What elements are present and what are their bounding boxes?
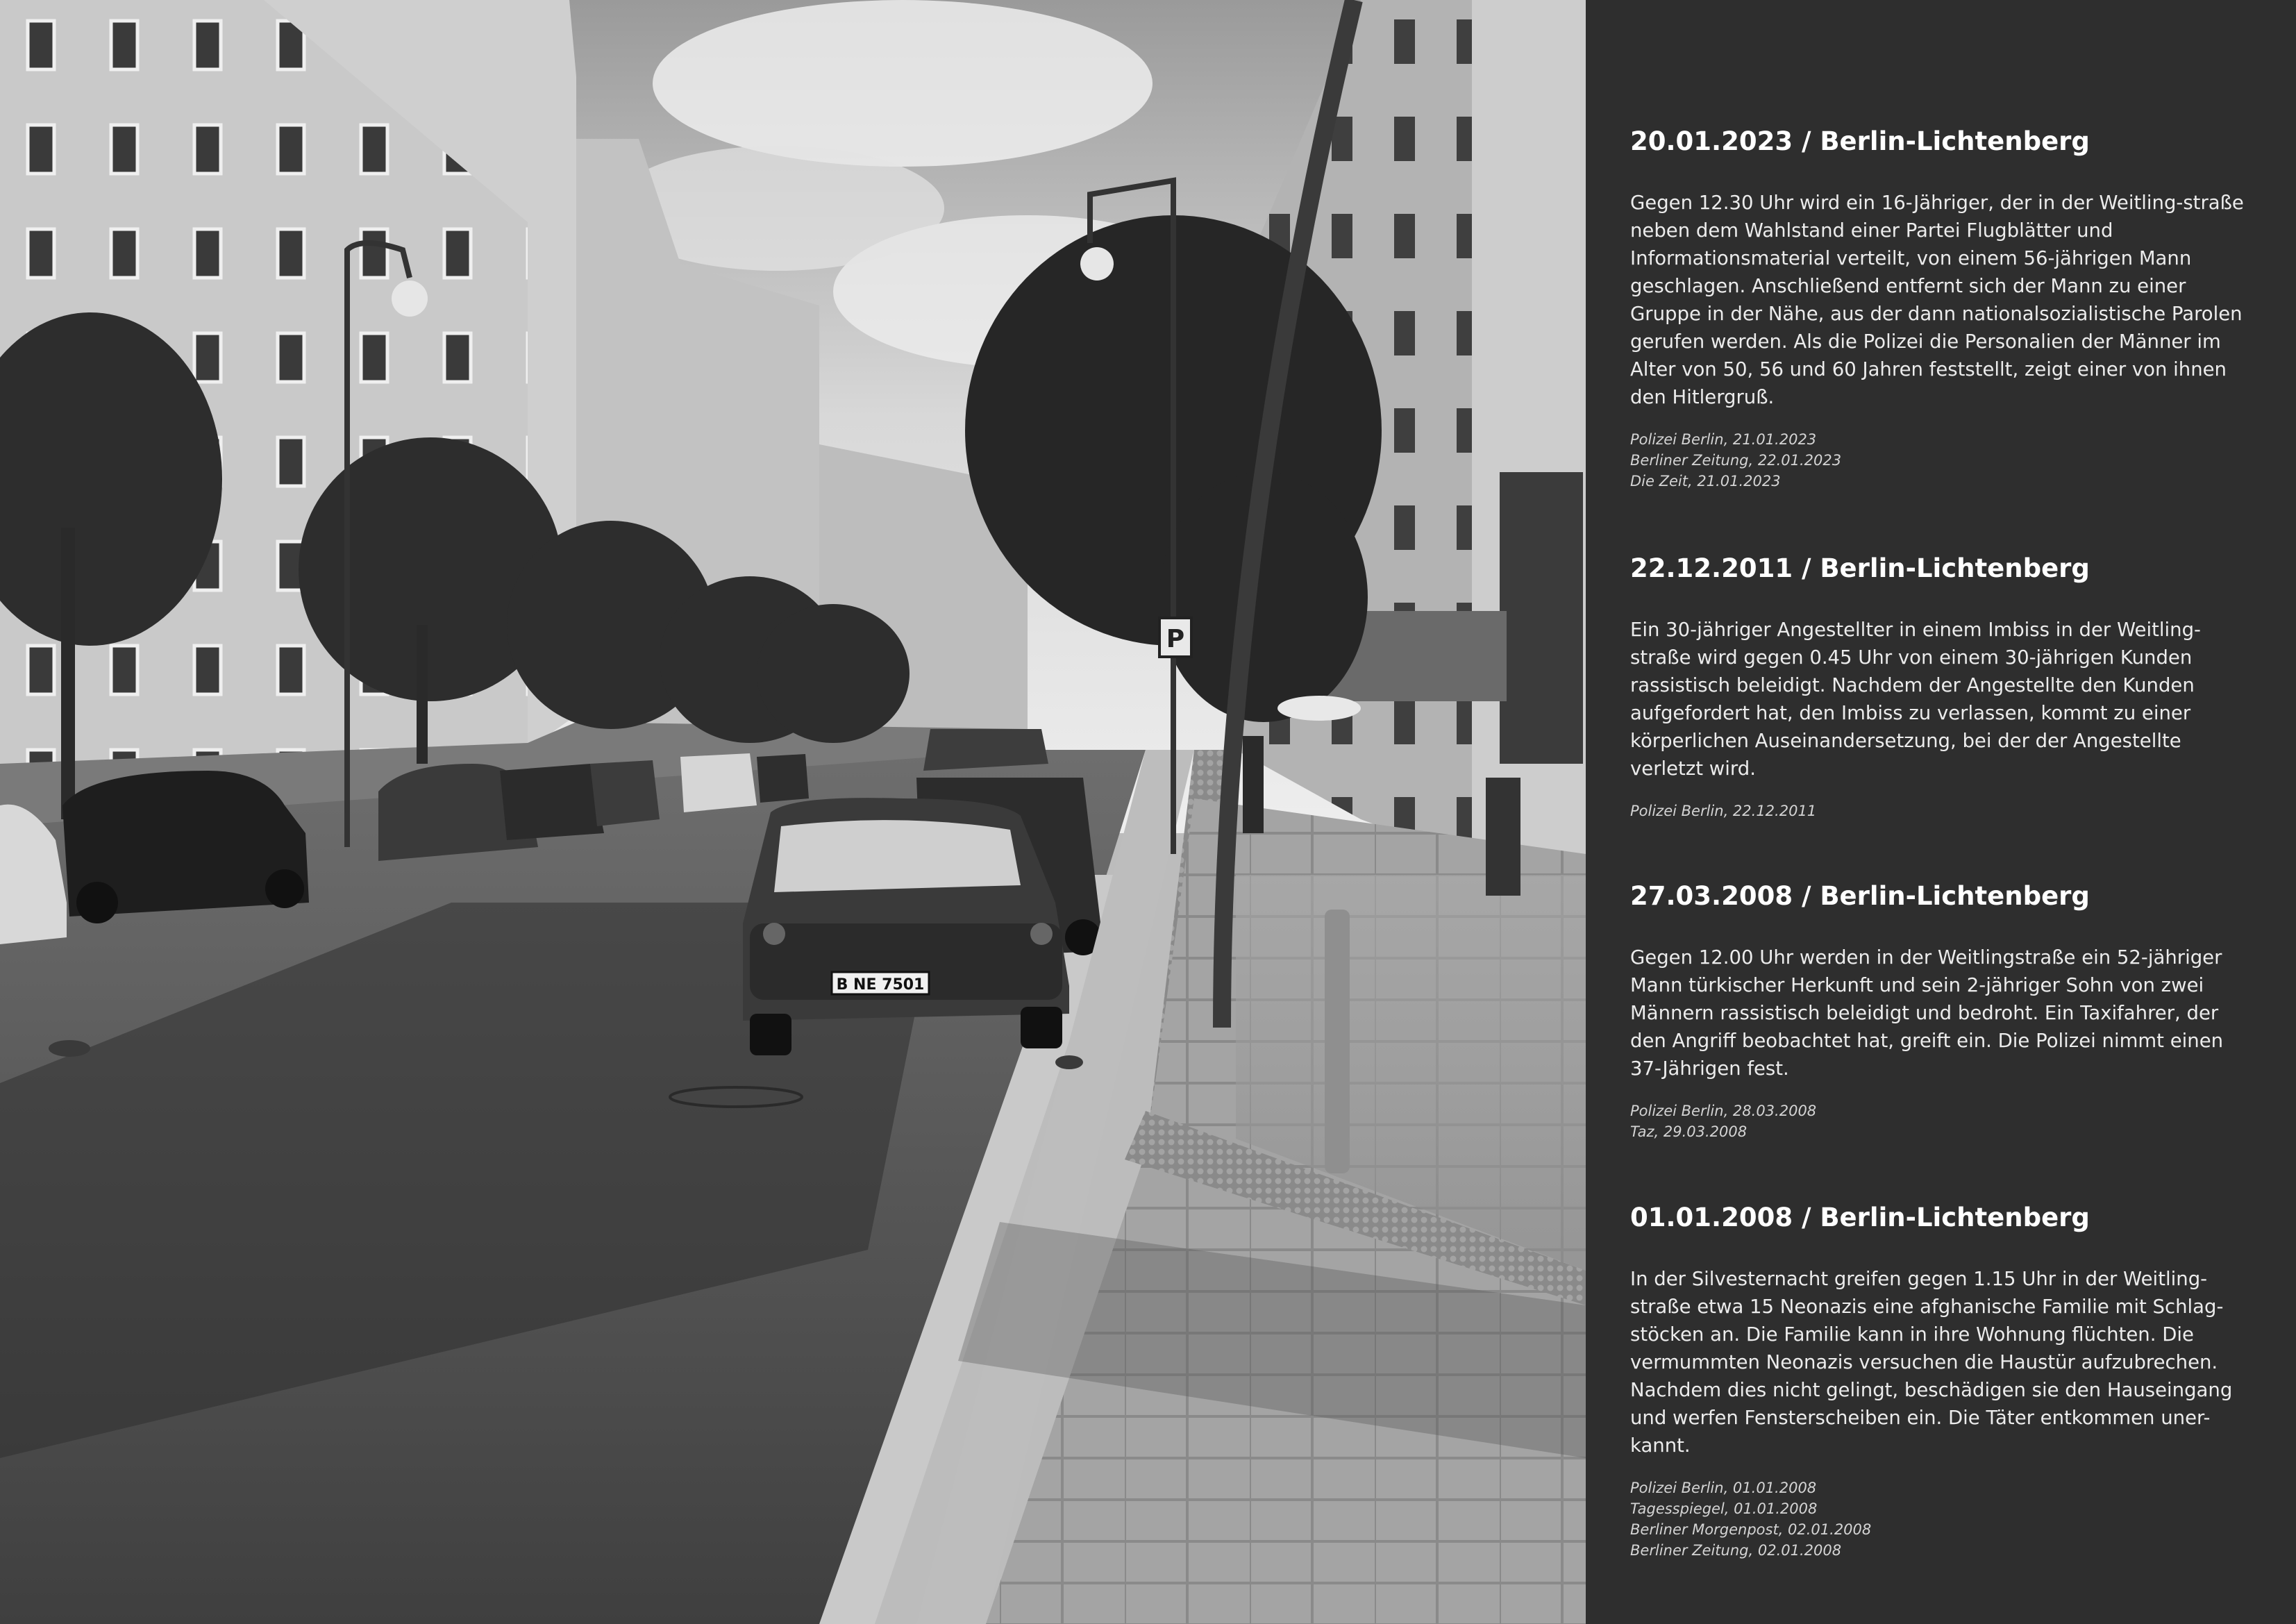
incident-heading: 22.12.2011 / Berlin-Lichtenberg bbox=[1630, 553, 2090, 583]
source-list bbox=[1630, 1100, 2255, 1142]
source-item: Berliner Morgenpost, 02.01.2008 bbox=[1630, 1521, 1872, 1538]
incident-panel bbox=[1586, 0, 2296, 1624]
incident-entry bbox=[1630, 880, 2255, 1142]
incident-heading: 27.03.2008 / Berlin-Lichtenberg bbox=[1630, 881, 2090, 911]
incident-heading: 20.01.2023 / Berlin-Lichtenberg bbox=[1630, 126, 2090, 156]
source-item: Polizei Berlin, 21.01.2023 bbox=[1630, 431, 1817, 448]
incident-text: Gegen 12.30 Uhr wird ein 16-Jähriger, der in der Weitling-straße neben dem Wahlstand einer Partei Flugblätter und Informationsmaterial verteilt, von einem 56-jährigen Mann geschlagen. Anschließend entfernt sich der Mann zu einer Gruppe in der Nähe, aus der dann nationalsozialistische Parolen gerufen werden. Als die Polizei die Personalien der Männer im Alter von 50, 56 und 60 Jahren feststellt, zeigt einer von ihnen den Hitlergruß. bbox=[1630, 192, 2244, 408]
incident-heading: 01.01.2008 / Berlin-Lichtenberg bbox=[1630, 1203, 2090, 1232]
source-item: Berliner Zeitung, 22.01.2023 bbox=[1630, 452, 1842, 469]
source-item: Berliner Zeitung, 02.01.2008 bbox=[1630, 1542, 1842, 1559]
incident-entry bbox=[1630, 1201, 2255, 1561]
incident-entry bbox=[1630, 552, 2255, 821]
source-item: Die Zeit, 21.01.2023 bbox=[1630, 473, 1781, 489]
incident-entry bbox=[1630, 125, 2255, 492]
incident-text: Gegen 12.00 Uhr werden in der Weitlingstraße ein 52-jähriger Mann türkischer Herkunft und sein 2-jähriger Sohn von zwei Männern rassistisch beleidigt und bedroht. Ein Taxifahrer, der den Angriff beobachtet hat, greift ein. Die Polizei nimmt einen 37-Jährigen fest. bbox=[1630, 946, 2224, 1080]
source-item: Polizei Berlin, 01.01.2008 bbox=[1630, 1480, 1817, 1496]
svg-text:P: P bbox=[1166, 625, 1185, 653]
source-item: Tagesspiegel, 01.01.2008 bbox=[1630, 1500, 1818, 1517]
incident-text: In der Silvesternacht greifen gegen 1.15 Uhr in der Weitling-straße etwa 15 Neonazis eine afghanische Familie mit Schlag-stöcken an. Die Familie kann in ihre Wohnung flüchten. Die vermummten Neonazis versuchen die Haustür aufzubrechen. Nachdem dies nicht gelingt, beschädigen sie den Hauseingang und werfen Fensterscheiben ein. Die Täter entkommen uner-kannt. bbox=[1630, 1268, 2233, 1457]
source-list bbox=[1630, 429, 2255, 492]
incident-text: Ein 30-jähriger Angestellter in einem Imbiss in der Weitling-straße wird gegen 0.45 Uhr von einem 30-jährigen Kunden rassistisch beleidigt. Nachdem der Angestellte den Kunden aufgefordert hat, den Imbiss zu verlassen, kommt zu einer körperlichen Auseinandersetzung, bei der der Angestellte verletzt wird. bbox=[1630, 619, 2201, 780]
source-list bbox=[1630, 1477, 2255, 1561]
source-list bbox=[1630, 801, 2255, 821]
source-item: Polizei Berlin, 28.03.2008 bbox=[1630, 1103, 1817, 1119]
license-plate: B NE 7501 bbox=[836, 976, 925, 994]
source-item: Taz, 29.03.2008 bbox=[1630, 1123, 1748, 1140]
source-item: Polizei Berlin, 22.12.2011 bbox=[1630, 803, 1817, 819]
